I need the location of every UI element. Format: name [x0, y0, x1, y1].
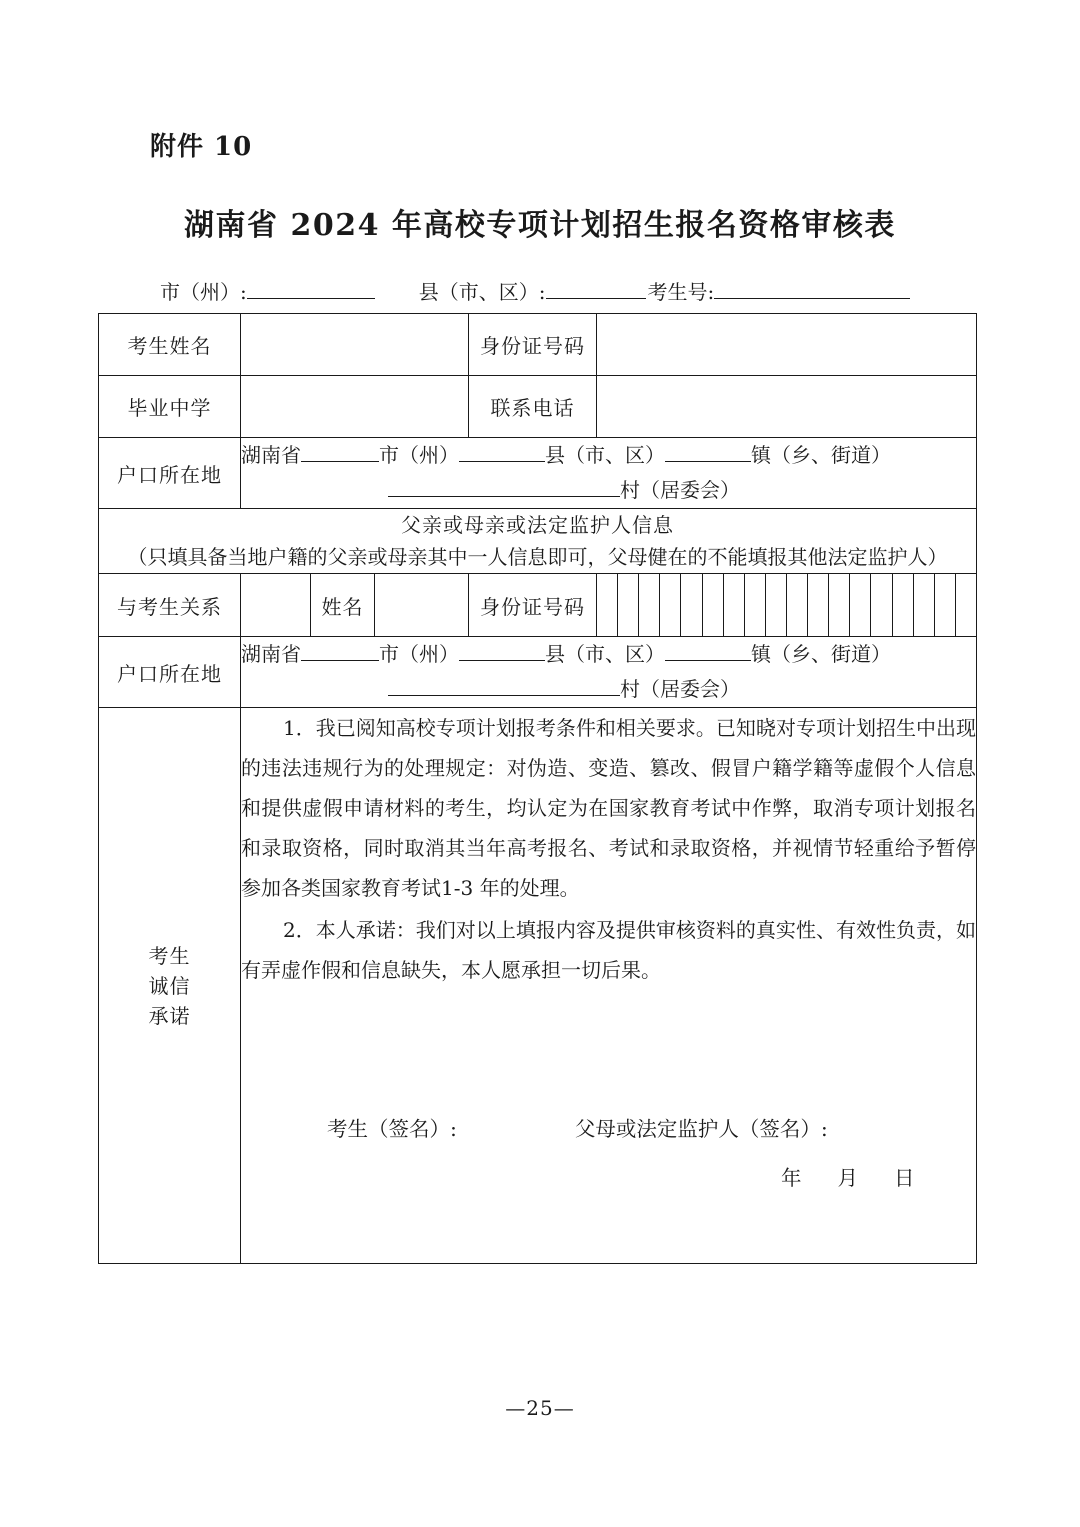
county-field-label: 县（市、区）: — [418, 280, 546, 304]
commitment-paragraph-2: 2．本人承诺：我们对以上填报内容及提供审核资料的真实性、有效性负责，如有弄虚作假和信息缺失，本人愿承担一切后果。 — [241, 918, 977, 982]
id-digit-cell[interactable] — [766, 574, 787, 636]
town-suffix: 镇（乡、街道） — [751, 443, 891, 467]
province-text: 湖南省 — [241, 443, 301, 467]
county-suffix: 县（市、区） — [545, 443, 665, 467]
id-digit-grid-inner — [597, 574, 976, 636]
hukou-line-1 — [241, 438, 976, 473]
town-blank[interactable] — [665, 641, 751, 661]
table-row — [99, 376, 977, 438]
date-month-label[interactable]: 月 — [837, 1166, 860, 1191]
student-signature-label[interactable]: 考生（签名）: — [327, 1117, 457, 1141]
relation-to-candidate-label: 与考生关系 — [99, 574, 241, 637]
parent-name-input[interactable] — [375, 574, 469, 637]
table-row — [99, 637, 977, 708]
header-field-row — [160, 276, 960, 305]
date-year-label[interactable]: 年 — [781, 1166, 804, 1191]
parent-hukou-address-area — [241, 637, 977, 708]
id-digit-cell[interactable] — [935, 574, 956, 636]
exam-number-input[interactable] — [714, 278, 910, 299]
hukou-line-2 — [241, 473, 976, 508]
candidate-name-input[interactable] — [241, 314, 469, 376]
id-digit-cell[interactable] — [893, 574, 914, 636]
guardian-signature-label[interactable]: 父母或法定监护人（签名）: — [574, 1117, 828, 1141]
id-digit-cell[interactable] — [850, 574, 871, 636]
city-blank[interactable] — [301, 641, 379, 661]
county-blank[interactable] — [459, 442, 545, 462]
table-row — [99, 314, 977, 376]
commitment-label-line-2: 诚信 — [148, 973, 191, 998]
province-text: 湖南省 — [241, 642, 301, 666]
date-day-label[interactable]: 日 — [894, 1166, 917, 1191]
candidate-id-input[interactable] — [597, 314, 977, 376]
contact-phone-label: 联系电话 — [469, 376, 597, 438]
table-row — [99, 438, 977, 509]
table-row — [99, 509, 977, 574]
id-digit-cell[interactable] — [597, 574, 618, 636]
parent-name-label: 姓名 — [311, 574, 375, 637]
id-digit-cell[interactable] — [703, 574, 724, 636]
commitment-vertical-label — [99, 708, 241, 1264]
county-suffix: 县（市、区） — [545, 642, 665, 666]
table-row — [99, 574, 977, 637]
commitment-label-line-3: 承诺 — [148, 1003, 191, 1028]
student-hukou-address-area — [241, 438, 977, 509]
id-digit-cell[interactable] — [618, 574, 639, 636]
town-blank[interactable] — [665, 442, 751, 462]
commitment-paragraph-1: 1．我已阅知高校专项计划报考条件和相关要求。已知晓对专项计划招生中出现的违法违规行为的处理规定：对伪造、变造、篡改、假冒户籍学籍等虚假个人信息和提供虚假申请材料的考生，均认定为在国家教育考试中作弊，取消专项计划报名和录取资格，同时取消其当年高考报名、考试和录取资格，并视情节轻重给予暂停参加各类国家教育考试1-3 年的处理。 — [241, 716, 977, 900]
parent-id-label: 身份证号码 — [469, 574, 597, 637]
city-field-label: 市（州）: — [160, 280, 247, 304]
exam-number-label: 考生号: — [647, 280, 715, 304]
parent-hukou-label: 户口所在地 — [99, 637, 241, 708]
student-hukou-label: 户口所在地 — [99, 438, 241, 509]
hukou-line-2 — [241, 672, 976, 707]
city-suffix: 市（州） — [379, 443, 459, 467]
id-digit-cell[interactable] — [787, 574, 808, 636]
id-digit-cell[interactable] — [639, 574, 660, 636]
city-blank[interactable] — [301, 442, 379, 462]
attachment-label: 附件 10 — [150, 132, 253, 162]
signature-date-line — [241, 1157, 976, 1200]
city-field-input[interactable] — [247, 278, 375, 299]
page-title: 湖南省 2024 年高校专项计划招生报名资格审核表 — [184, 208, 896, 243]
candidate-id-label: 身份证号码 — [469, 314, 597, 376]
relation-to-candidate-input[interactable] — [241, 574, 311, 637]
commitment-label-line-1: 考生 — [148, 943, 191, 968]
city-suffix: 市（州） — [379, 642, 459, 666]
id-digit-cell[interactable] — [745, 574, 766, 636]
village-blank[interactable] — [388, 676, 620, 696]
table-row — [99, 708, 977, 1264]
signature-line — [241, 1108, 976, 1151]
graduation-school-input[interactable] — [241, 376, 469, 438]
page-number: —25— — [505, 1396, 575, 1420]
id-digit-cell[interactable] — [660, 574, 681, 636]
id-digit-cell[interactable] — [724, 574, 745, 636]
application-form-table — [98, 313, 977, 1264]
village-blank[interactable] — [388, 477, 620, 497]
id-digit-cell[interactable] — [871, 574, 892, 636]
id-digit-cell[interactable] — [808, 574, 829, 636]
candidate-name-label: 考生姓名 — [99, 314, 241, 376]
id-digit-cell[interactable] — [956, 574, 976, 636]
village-suffix: 村（居委会） — [620, 478, 741, 502]
parent-id-digit-grid[interactable] — [597, 574, 977, 637]
village-suffix: 村（居委会） — [620, 677, 741, 701]
signature-area — [241, 1108, 976, 1200]
commitment-text-area — [241, 708, 977, 1264]
graduation-school-label: 毕业中学 — [99, 376, 241, 438]
county-blank[interactable] — [459, 641, 545, 661]
hukou-line-1 — [241, 637, 976, 672]
id-digit-cell[interactable] — [681, 574, 702, 636]
parent-info-note: （只填具备当地户籍的父亲或母亲其中一人信息即可，父母健在的不能填报其他法定监护人） — [127, 545, 948, 569]
parent-info-banner — [99, 509, 977, 574]
county-field-input[interactable] — [546, 278, 646, 299]
contact-phone-input[interactable] — [597, 376, 977, 438]
id-digit-cell[interactable] — [829, 574, 850, 636]
parent-info-title: 父亲或母亲或法定监护人信息 — [401, 513, 674, 537]
town-suffix: 镇（乡、街道） — [751, 642, 891, 666]
id-digit-cell[interactable] — [914, 574, 935, 636]
